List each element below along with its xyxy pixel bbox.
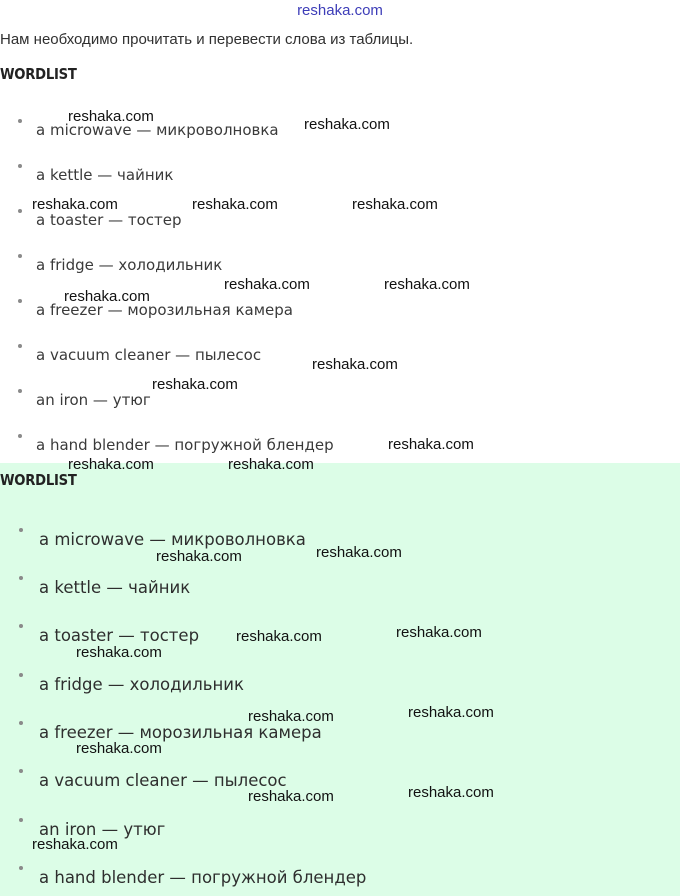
bullet-icon: [18, 299, 22, 303]
bullet-icon: [19, 576, 23, 580]
watermark: reshaka.com: [388, 436, 474, 453]
watermark: reshaka.com: [396, 624, 482, 641]
list-item-text: a hand blender — погружной блендер: [36, 436, 334, 454]
bullet-icon: [18, 119, 22, 123]
list-item-text: a freezer — морозильная камера: [36, 301, 293, 319]
watermark: reshaka.com: [68, 456, 154, 473]
bullet-icon: [18, 344, 22, 348]
bullet-icon: [18, 209, 22, 213]
bullet-icon: [18, 434, 22, 438]
watermark: reshaka.com: [316, 544, 402, 561]
list-item-text: a kettle — чайник: [36, 166, 174, 184]
watermark: reshaka.com: [408, 784, 494, 801]
wordlist-heading: WORDLIST: [0, 65, 77, 83]
watermark: reshaka.com: [64, 288, 150, 305]
list-item-text: a toaster — тостер: [39, 626, 200, 645]
list-item-text: a microwave — микроволновка: [36, 121, 279, 139]
watermark: reshaka.com: [304, 116, 390, 133]
watermark: reshaka.com: [32, 196, 118, 213]
watermark: reshaka.com: [408, 704, 494, 721]
list-item-text: a hand blender — погружной блендер: [39, 868, 367, 887]
watermark: reshaka.com: [156, 548, 242, 565]
list-item-text: an iron — утюг: [36, 391, 151, 409]
watermark: reshaka.com: [152, 376, 238, 393]
watermark: reshaka.com: [76, 644, 162, 661]
bullet-icon: [19, 624, 23, 628]
watermark: reshaka.com: [384, 276, 470, 293]
bullet-icon: [18, 164, 22, 168]
list-item-text: a fridge — холодильник: [39, 675, 245, 694]
list-item-text: an iron — утюг: [39, 820, 166, 839]
watermark: reshaka.com: [76, 740, 162, 757]
watermark: reshaka.com: [236, 628, 322, 645]
watermark: reshaka.com: [248, 788, 334, 805]
watermark: reshaka.com: [228, 456, 314, 473]
watermark: reshaka.com: [68, 108, 154, 125]
list-item-text: a toaster — тостер: [36, 211, 182, 229]
bullet-icon: [19, 528, 23, 532]
bullet-icon: [19, 769, 23, 773]
watermark: reshaka.com: [192, 196, 278, 213]
watermark: reshaka.com: [248, 708, 334, 725]
list-item-text: a microwave — микроволновка: [39, 530, 306, 549]
bullet-icon: [19, 818, 23, 822]
task-text: Нам необходимо прочитать и перевести слова из таблицы.: [0, 31, 414, 48]
list-item-text: a freezer — морозильная камера: [39, 723, 322, 742]
bullet-icon: [19, 866, 23, 870]
list-item-text: a fridge — холодильник: [36, 256, 223, 274]
watermark: reshaka.com: [312, 356, 398, 373]
bullet-icon: [18, 389, 22, 393]
list-item-text: a vacuum cleaner — пылесос: [36, 346, 262, 364]
bullet-icon: [18, 254, 22, 258]
wordlist-heading: WORDLIST: [0, 471, 77, 489]
watermark: reshaka.com: [224, 276, 310, 293]
list-item-text: a vacuum cleaner — пылесос: [39, 771, 287, 790]
watermark: reshaka.com: [352, 196, 438, 213]
bullet-icon: [19, 673, 23, 677]
list-item-text: a kettle — чайник: [39, 578, 191, 597]
site-header[interactable]: reshaka.com: [297, 2, 383, 19]
bullet-icon: [19, 721, 23, 725]
watermark: reshaka.com: [32, 836, 118, 853]
